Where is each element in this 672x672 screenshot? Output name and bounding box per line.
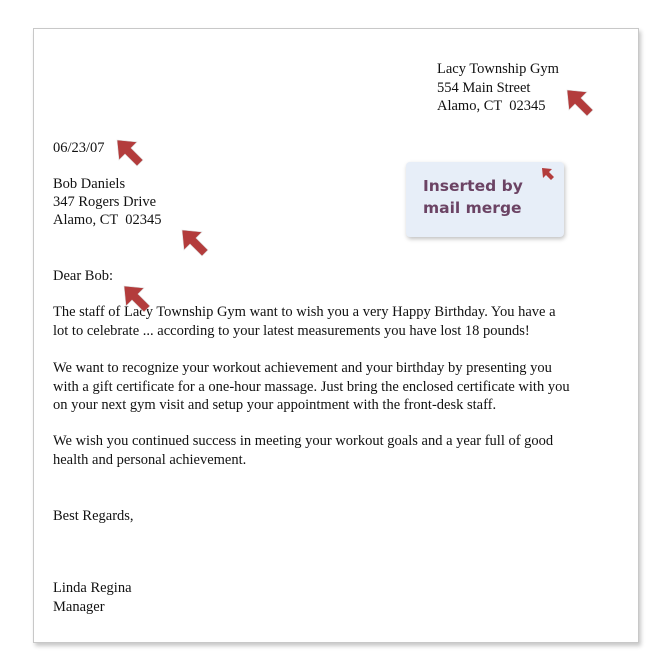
- salutation: Dear Bob:: [53, 268, 113, 284]
- callout-line-2: mail merge: [423, 199, 522, 217]
- sender-name: Lacy Township Gym: [437, 61, 559, 77]
- arrow-icon-date: [113, 136, 147, 170]
- body-paragraph-line: health and personal achievement.: [53, 451, 247, 468]
- signature-title: Manager: [53, 599, 105, 615]
- signature-name: Linda Regina: [53, 580, 132, 596]
- arrow-icon-callout: [540, 166, 556, 182]
- body-paragraph-line: We wish you continued success in meeting your workout goals and a year full of good: [53, 433, 554, 449]
- body-paragraph-line: on your next gym visit and setup your appointment with the front-desk staff.: [53, 397, 497, 414]
- sender-city-line: Alamo, CT 02345: [437, 98, 546, 114]
- arrow-icon-salutation: [120, 282, 154, 316]
- body-paragraph-line: The staff of Lacy Township Gym want to wish you a very Happy Birthday. You have a: [53, 304, 556, 320]
- closing: Best Regards,: [53, 508, 134, 524]
- arrow-icon-sender: [563, 86, 597, 120]
- recipient-street: 347 Rogers Drive: [53, 194, 157, 210]
- body-paragraph-3: [53, 432, 638, 469]
- recipient-name: Bob Daniels: [53, 176, 126, 192]
- callout-line-1: Inserted by: [423, 177, 523, 195]
- sender-street: 554 Main Street: [437, 80, 531, 96]
- body-paragraph-line: lot to celebrate ... according to your latest measurements you have lost 18 pounds!: [53, 322, 530, 339]
- body-paragraph-line: with a gift certificate for a one-hour massage. Just bring the enclosed certificate with you: [53, 378, 570, 395]
- callout-text: [423, 175, 523, 219]
- body-paragraph-2: [53, 359, 638, 415]
- arrow-icon-recipient: [178, 226, 212, 260]
- recipient-city-line: Alamo, CT 02345: [53, 212, 162, 228]
- body-paragraph-line: We want to recognize your workout achievement and your birthday by presenting you: [53, 360, 552, 376]
- letter-date: 06/23/07: [53, 140, 105, 156]
